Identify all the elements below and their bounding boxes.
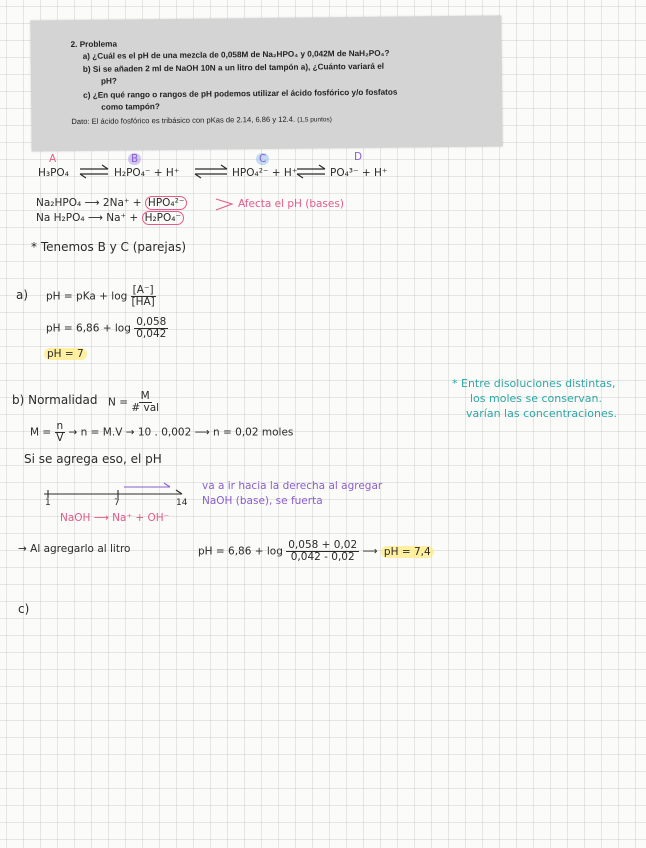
moles-calc <box>30 421 293 444</box>
ion-hpo4: HPO₄²⁻ <box>145 196 187 210</box>
species-c: HPO₄²⁻ + H⁺ <box>232 167 298 179</box>
liter-text: → Al agregarlo al litro <box>18 543 131 555</box>
ion-h2po4: H₂PO₄⁻ <box>142 211 184 225</box>
pairs-note: * Tenemos B y C (parejas) <box>31 240 187 254</box>
species-a: H₃PO₄ <box>38 167 69 179</box>
label-c: C <box>256 153 269 165</box>
dissociation-line1 <box>36 197 187 209</box>
moles-lhs: M = <box>30 426 52 439</box>
normality-numerator: M <box>140 390 150 402</box>
part-a-result: pH = 7 <box>44 348 87 360</box>
question-b-line1: b) Si se añaden 2 ml de NaOH 10N a un litro del tampón a), ¿Cuánto variará el <box>82 61 385 74</box>
eq1-fraction <box>131 285 156 308</box>
normality-formula <box>108 391 159 414</box>
part-c-label: c) <box>18 602 30 616</box>
problem-title: 2. Problema <box>70 39 118 50</box>
data-line <box>71 114 332 126</box>
side-note-line1: * Entre disoluciones distintas, <box>452 377 616 390</box>
moles-fraction <box>55 421 66 444</box>
points-text: (1,5 puntos) <box>297 116 332 124</box>
moles-denominator: V <box>56 432 64 445</box>
part-a-eq2 <box>46 317 168 340</box>
eq1-denominator: [HA] <box>131 296 155 309</box>
side-note-line3: varían las concentraciones. <box>466 407 617 420</box>
normality-denominator: # val <box>131 402 160 415</box>
dissociation-line1-text: Na₂HPO₄ ⟶ 2Na⁺ + <box>36 197 145 209</box>
dissociation-line2-text: Na H₂PO₄ ⟶ Na⁺ + <box>36 212 142 224</box>
direction-line2: NaOH (base), se fuerta <box>202 495 323 507</box>
final-equation <box>198 540 434 563</box>
moles-numerator: n <box>56 420 64 432</box>
species-b: H₂PO₄⁻ + H⁺ <box>114 167 180 179</box>
species-d: PO₄³⁻ + H⁺ <box>330 167 388 179</box>
final-numerator: 0,058 + 0,02 <box>288 539 358 551</box>
eq2-denominator: 0,042 <box>136 328 167 341</box>
final-lhs: pH = 6,86 + log <box>198 545 283 558</box>
question-b-line2: pH? <box>100 76 117 86</box>
scale-7: 7 <box>114 498 120 508</box>
eq1-lhs: pH = pKa + log <box>46 290 128 303</box>
label-b: B <box>128 153 141 165</box>
dissociation-line2 <box>36 212 184 224</box>
final-result: pH = 7,4 <box>381 546 434 558</box>
eq2-lhs: pH = 6,86 + log <box>46 322 131 335</box>
scale-1: 1 <box>45 498 51 508</box>
part-a-label: a) <box>16 288 29 302</box>
question-a: a) ¿Cuál es el pH de una mezcla de 0,058M de Na₂HPO₄ y 0,042M de NaH₂PO₄? <box>82 48 390 61</box>
data-text: Dato: El ácido fosfórico es tribásico con pKas de 2.14, 6.86 y 12.4. <box>71 114 296 127</box>
normality-lhs: N = <box>108 396 128 409</box>
added-text: Si se agrega eso, el pH <box>24 452 162 466</box>
scale-14: 14 <box>176 498 188 508</box>
eq2-fraction <box>134 317 168 340</box>
part-a-eq1 <box>46 285 156 308</box>
final-denominator: 0,042 - 0,02 <box>290 551 355 564</box>
side-note-line2: los moles se conservan. <box>470 392 602 405</box>
moles-rest: → n = M.V → 10 . 0,002 ⟶ n = 0,02 moles <box>68 426 294 439</box>
label-d: D <box>354 151 363 163</box>
question-c-line1: c) ¿En qué rango o rangos de pH podemos utilizar el ácido fosfórico y/o fosfatos <box>83 87 398 100</box>
direction-line1: va a ir hacia la derecha al agregar <box>202 480 383 492</box>
label-a: A <box>49 153 57 165</box>
final-arrow: ⟶ <box>362 545 378 558</box>
normality-fraction <box>131 391 159 414</box>
question-c-line2: como tampón? <box>101 102 160 112</box>
naoh-dissociation: NaOH ⟶ Na⁺ + OH⁻ <box>60 512 170 524</box>
part-b-label: b) Normalidad <box>12 393 98 407</box>
final-fraction <box>286 540 359 563</box>
eq1-numerator: [A⁻] <box>132 284 154 296</box>
problem-statement <box>30 16 502 152</box>
dissociation-note: Afecta el pH (bases) <box>238 198 344 210</box>
eq2-numerator: 0,058 <box>136 316 167 328</box>
